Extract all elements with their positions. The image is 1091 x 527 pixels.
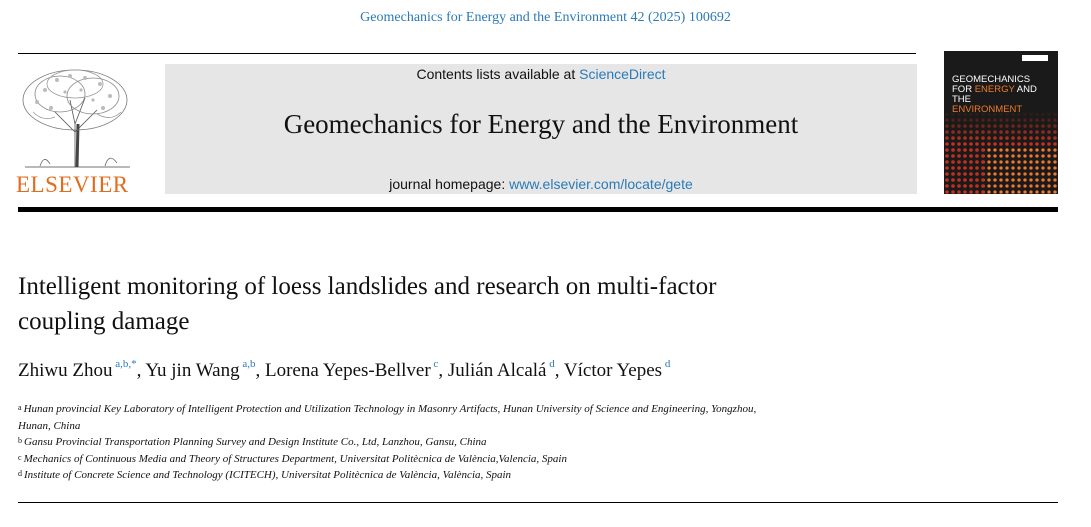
cover-line2-prefix: FOR	[952, 84, 975, 95]
elsevier-wordmark[interactable]: ELSEVIER	[16, 172, 129, 197]
author-list	[18, 360, 1068, 382]
cover-line2-suffix: AND THE	[952, 84, 1037, 105]
cover-line1: GEOMECHANICS	[952, 74, 1031, 85]
affiliation-text: Gansu Provincial Transportation Planning Survey and Design Institute Co., Ltd, Lanzhou, Gansu, China	[24, 436, 487, 448]
cover-pattern-icon	[944, 51, 1058, 194]
affiliation-text: Institute of Concrete Science and Technology (ICITECH), Universitat Politècnica de València, València, Spain	[24, 469, 512, 481]
author-name[interactable]: Julián Alcalá	[447, 360, 547, 381]
footer-rule	[18, 502, 1058, 503]
homepage-link[interactable]: www.elsevier.com/locate/gete	[509, 176, 693, 192]
affiliation-key: d	[18, 469, 22, 478]
affiliation-item	[18, 467, 938, 484]
author-name[interactable]: Zhiwu Zhou	[18, 360, 113, 381]
author-name[interactable]: Yu jin Wang	[145, 360, 240, 381]
affiliation-item	[18, 434, 938, 451]
masthead-rule	[18, 207, 1058, 212]
affiliation-item	[18, 451, 938, 468]
article-title	[18, 269, 1018, 339]
author-affiliation-marker[interactable]: d	[546, 358, 555, 370]
affiliation-text-continued: Hunan, China	[18, 419, 81, 432]
journal-cover-image[interactable]	[944, 51, 1058, 194]
author-separator: ,	[438, 360, 448, 381]
affiliation-key: a	[18, 403, 22, 412]
journal-name: Geomechanics for Energy and the Environment	[283, 109, 799, 139]
sciencedirect-link[interactable]: ScienceDirect	[579, 66, 666, 82]
homepage-prefix: journal homepage:	[389, 176, 510, 192]
journal-citation[interactable]: Geomechanics for Energy and the Environment 42 (2025) 100692	[360, 10, 731, 25]
affiliation-list	[18, 401, 938, 484]
author-name[interactable]: Víctor Yepes	[563, 360, 663, 381]
author-separator: ,	[136, 360, 146, 381]
author-separator: ,	[554, 360, 564, 381]
cover-line3: ENVIRONMENT	[952, 104, 1023, 115]
title-line1: Intelligent monitoring of loess landslides and research on multi-factor	[18, 273, 717, 300]
title-line2: coupling damage	[18, 308, 190, 335]
contents-prefix: Contents lists available at	[416, 66, 580, 82]
tree-icon	[15, 62, 140, 172]
header-rule	[18, 53, 916, 54]
affiliation-item	[18, 401, 938, 434]
homepage-line	[165, 176, 917, 192]
author-affiliation-marker[interactable]: c	[430, 358, 439, 370]
affiliation-text: Hunan provincial Key Laboratory of Intelligent Protection and Utilization Technology in Masonry Artifacts, Hunan University of Science and Engineering, Yongzhou,	[23, 403, 757, 415]
cover-line2	[952, 85, 1056, 105]
affiliation-key: c	[18, 452, 22, 462]
author-separator: ,	[255, 360, 265, 381]
author-name[interactable]: Lorena Yepes-Bellver	[264, 360, 431, 381]
author-affiliation-marker[interactable]: a,b	[239, 358, 256, 370]
author-affiliation-marker[interactable]: d	[662, 358, 671, 370]
journal-banner	[165, 64, 917, 194]
cover-line2-accent: ENERGY	[974, 84, 1015, 95]
author-affiliation-marker[interactable]: a,b,*	[112, 358, 137, 370]
contents-line	[165, 66, 917, 82]
affiliation-text: Mechanics of Continuous Media and Theory of Structures Department, Universitat Politècnica de València,Valencia, Spain	[23, 452, 567, 465]
cover-title	[952, 75, 1056, 115]
affiliation-key: b	[18, 436, 22, 445]
